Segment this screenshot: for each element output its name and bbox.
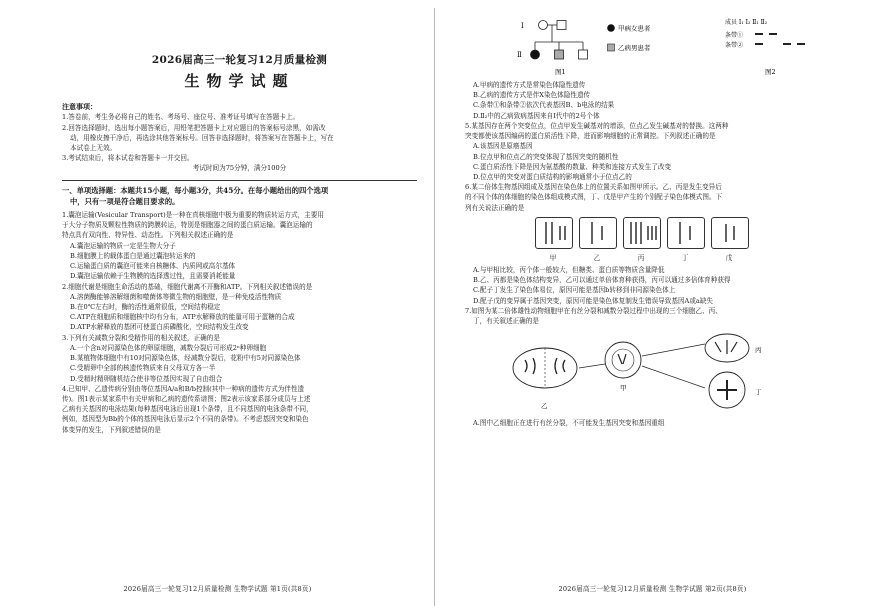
option: D.ATP水解释放的基团可使蛋白质磷酸化，空间结构发生改变 (70, 323, 249, 332)
cell-bing (623, 217, 661, 249)
option: A.一个含n对同源染色体的卵原细胞，减数分裂后可形成2ⁿ种卵细胞 (70, 343, 267, 352)
question-4-options (465, 80, 846, 121)
cell-jia (535, 217, 573, 249)
band (783, 43, 791, 45)
question-1: 1.囊泡运输(Vesicular Transport)是一种在真核细胞中极为重要的物质转运方式，主要用 于大分子物质及颗粒性物质的跨膜转运，特别是细胞器之间的蛋白质运输。囊泡运输的 特点具有双向性、特异性、动态性。下列相关叙述正确的是 A.囊泡运输的物质一定是生物大分子 B.细胞膜上的载体蛋白是通过囊泡转运来的 C.运输蛋白质的囊泡可能来自核糖体、内质网或高尔基体 D.囊泡运输依赖于生物膜的选择透过性，且需要消耗能量 (62, 210, 417, 282)
chromosome-figure (535, 217, 846, 263)
question-3: 3.下列有关减数分裂和受精作用的相关叙述，正确的是 A.一个含n对同源染色体的卵原细胞，减数分裂后可形成2ⁿ种卵细胞 B.某植物体细胞中有10对同源染色体，经减数分裂后，花粉中有5对同源染色体 C.受精卵中全部的核遗传物质来自父母双方各一半 D.受精时精卵随机结合使非等位基因实现了自由组合 (62, 333, 417, 384)
exam-title: 2026届高三一轮复习12月质量检测 (151, 54, 328, 66)
question-4: 4.已知甲、乙遗传病分别由等位基因A/a和B/b控制(其中一种病的遗传方式为伴性遗 传)。图1表示某家系中有关甲病和乙病的遗传系谱图；图2表示该家系部分成员与上述 乙病有关基因的电泳结果(每种基因电泳后出现1个条带，且不同基因的电泳条带不同， 例如，基因型为Bb的个体的基因电泳后显示2个不同的条带)。不考虑基因突变和染色 体变异的发生，下列叙述错误的是 (62, 384, 313, 434)
affected-male-II2 (555, 50, 564, 59)
legend-jia-icon (607, 24, 615, 32)
option: A.该基因是原癌基因 (473, 142, 533, 151)
female-I1 (539, 21, 548, 30)
pedigree-figure (515, 14, 695, 78)
option: B.在0℃左右时，酶的活性通常很低，空间结构稳定 (70, 302, 221, 311)
male-I2 (557, 21, 566, 30)
notice-line: 2.回答选择题时，选出每小题答案后，用铅笔把答题卡上对应题目的答案标号涂黑，如需改 (62, 123, 326, 132)
option: D.受精时精卵随机结合使非等位基因实现了自由组合 (70, 374, 223, 383)
cell-division-svg (505, 330, 805, 414)
option: A.溶菌酶能够溶解细菌和噬菌体等微生物的细胞壁，是一种免疫活性物质 (70, 292, 282, 301)
option: C.运输蛋白质的囊泡可能来自核糖体、内质网或高尔基体 (70, 262, 236, 271)
section-heading: 一、单项选择题：本题共15小题，每小题3分，共45分。在每小题给出的四个选项 中，只有一项是符合题目要求的。 (62, 185, 329, 207)
notice-line: 3.考试结束后，将本试卷和答题卡一并交回。 (62, 154, 194, 163)
option: C.ATP在细胞质和细胞核中均有分布，ATP水解释放的能量可用于蛋糖的合成 (70, 313, 295, 322)
cell-yi (579, 217, 617, 249)
legend-jia: 甲病女患者 (618, 24, 651, 33)
band-1-label: 条带① (725, 32, 744, 39)
figure-row-1-2 (465, 14, 846, 78)
option: B.细胞膜上的载体蛋白是通过囊泡转运来的 (70, 251, 196, 260)
band (755, 33, 763, 35)
legend-yi-icon (608, 44, 615, 51)
notice-line: 1.答卷前，考生务必将自己的姓名、考场号、座位号、准考证号填写在答题卡上。 (62, 113, 300, 122)
question-6: 6.某二倍体生物基因组成及基因在染色体上的位置关系如图甲所示。乙、丙是发生变异后 的不同个体的体细胞的染色体组成模式图，丁、戊是甲产生的个别配子染色体模式图。下 列有关说法正确的是 (465, 183, 723, 212)
cell-label: 甲 (549, 253, 557, 262)
cell-ding (667, 217, 705, 249)
option: B.位点甲和位点乙的突变体现了基因突变的随机性 (473, 152, 619, 161)
band (797, 43, 805, 45)
legend-yi: 乙病男患者 (618, 44, 651, 52)
male-II3 (579, 50, 588, 59)
notice-line: 本试卷上无效。 (70, 144, 117, 153)
band (755, 43, 763, 45)
exam-page-2 (435, 0, 870, 614)
cell-jia-shape (605, 342, 641, 378)
arrow (642, 366, 705, 388)
option: A.甲病的遗传方式是常染色体隐性遗传 (473, 81, 586, 89)
electrophoresis-figure (725, 14, 825, 78)
generation-label: Ⅰ (521, 22, 524, 30)
option: C.条带①和条带②依次代表基因B、b电泳的结果 (473, 101, 615, 110)
question-2: 2.细胞代谢是细胞生命活动的基础，细胞代谢离不开酶和ATP。下列相关叙述错误的是 A.溶菌酶能够溶解细菌和噬菌体等微生物的细胞壁，是一种免疫活性物质 B.在0℃左右时，酶的活性通常很低，空间结构稳定 C.ATP在细胞质和细胞核中均有分布，ATP水解释放的能量可用于蛋糖的合成 D.ATP水解释放的基团可使蛋白质磷酸化，空间结构发生改变 (62, 282, 417, 333)
subject-title: 生物学试题 (184, 72, 295, 91)
cell-division-figure (505, 330, 846, 414)
cell-label: 乙 (593, 253, 601, 262)
option: D.囊泡运输依赖于生物膜的选择透过性，且需要消耗能量 (70, 272, 236, 281)
fig2-header: 成员 Ⅰ₁ Ⅰ₂ Ⅱ₁ Ⅱ₂ (725, 19, 768, 26)
option: C.配子丁发生了染色体易位，原因可能是基因b转移到非同源染色体上 (473, 286, 676, 295)
option: B.乙病的遗传方式是伴X染色体隐性遗传 (473, 91, 591, 100)
cell-label: 戊 (725, 253, 733, 262)
option: D.Ⅱ₂中的乙病致病基因来自Ⅰ代中的2号个体 (473, 111, 600, 120)
fig3-label: 乙 (541, 402, 548, 411)
figure-1-label: 图1 (555, 68, 566, 76)
cell-label: 丙 (637, 253, 645, 262)
option: C.蛋白质活性下降是因为氨基酸的数量、种类和连接方式发生了改变 (473, 162, 672, 171)
option: C.受精卵中全部的核遗传物质来自父母双方各一半 (70, 364, 216, 373)
notice-heading: 注意事项： (62, 101, 97, 111)
fig3-label: 丙 (755, 346, 762, 355)
option: B.某植物体细胞中有10对同源染色体，经减数分裂后，花粉中有5对同源染色体 (70, 354, 301, 363)
fig3-label: 甲 (620, 384, 627, 393)
affected-female-II1 (531, 50, 540, 59)
exam-info: 考试时间为75分钟，满分100分 (192, 164, 287, 173)
option: B.乙、丙都是染色体结构变异，乙可以通过单倍体育种获得，丙可以通过多倍体育种获得 (473, 276, 731, 285)
arrow (579, 364, 605, 368)
section-rule (62, 180, 417, 181)
option: D.配子戊的变异属于基因突变，原因可能是染色体复制发生错误导致基因A或a缺失 (473, 296, 714, 305)
fig3-label: 丁 (755, 388, 762, 397)
question-7: 7.如图为某二倍体雄性动物细胞甲在有丝分裂和减数分裂过程中出现的三个细胞乙、丙、 丁，有关叙述正确的是 (465, 306, 722, 325)
page-footer: 2026届高三一轮复习12月质量检测 生物学试题 第1页(共8页) (123, 584, 312, 593)
notice-line: 动，用橡皮擦干净后，再选涂其他答案标号。回答非选择题时，将答案写在答题卡上，写在 (70, 133, 334, 142)
band-2-label: 条带② (725, 42, 744, 49)
option: D.位点甲的突变对蛋白质结构的影响通常小于位点乙的 (473, 172, 632, 181)
option: A.图中乙细胞正在进行有丝分裂，不可能发生基因突变和基因重组 (473, 419, 665, 428)
generation-label: Ⅱ (517, 51, 522, 59)
question-7-options (465, 418, 846, 428)
cell-label: 丁 (681, 253, 689, 262)
figure-2-label: 图2 (765, 68, 776, 76)
option: A.与甲相比较，丙个体一般较大，但糖类、蛋白质等物质含量降低 (473, 265, 665, 274)
option: A.囊泡运输的物质一定是生物大分子 (70, 241, 176, 250)
cell-wu (711, 217, 749, 249)
band (769, 33, 777, 35)
arrow (642, 344, 705, 356)
page-footer: 2026届高三一轮复习12月质量检测 生物学试题 第2页(共8页) (558, 584, 747, 593)
question-6-options (465, 265, 846, 306)
question-5: 5.某基因存在两个突变位点，位点甲发生碱基对的增添，位点乙发生碱基对的替换。这两种 突变都使该基因编码的蛋白质活性下降，进而影响细胞的正常调控。下列叙述正确的是 A.该基因是原癌基因 B.位点甲和位点乙的突变体现了基因突变的随机性 C.蛋白质活性下降是因为氨基酸的数量、种类和连接方式发生了改变 D.位点甲的突变对蛋白质结构的影响通常小于位点乙的 (465, 121, 846, 182)
